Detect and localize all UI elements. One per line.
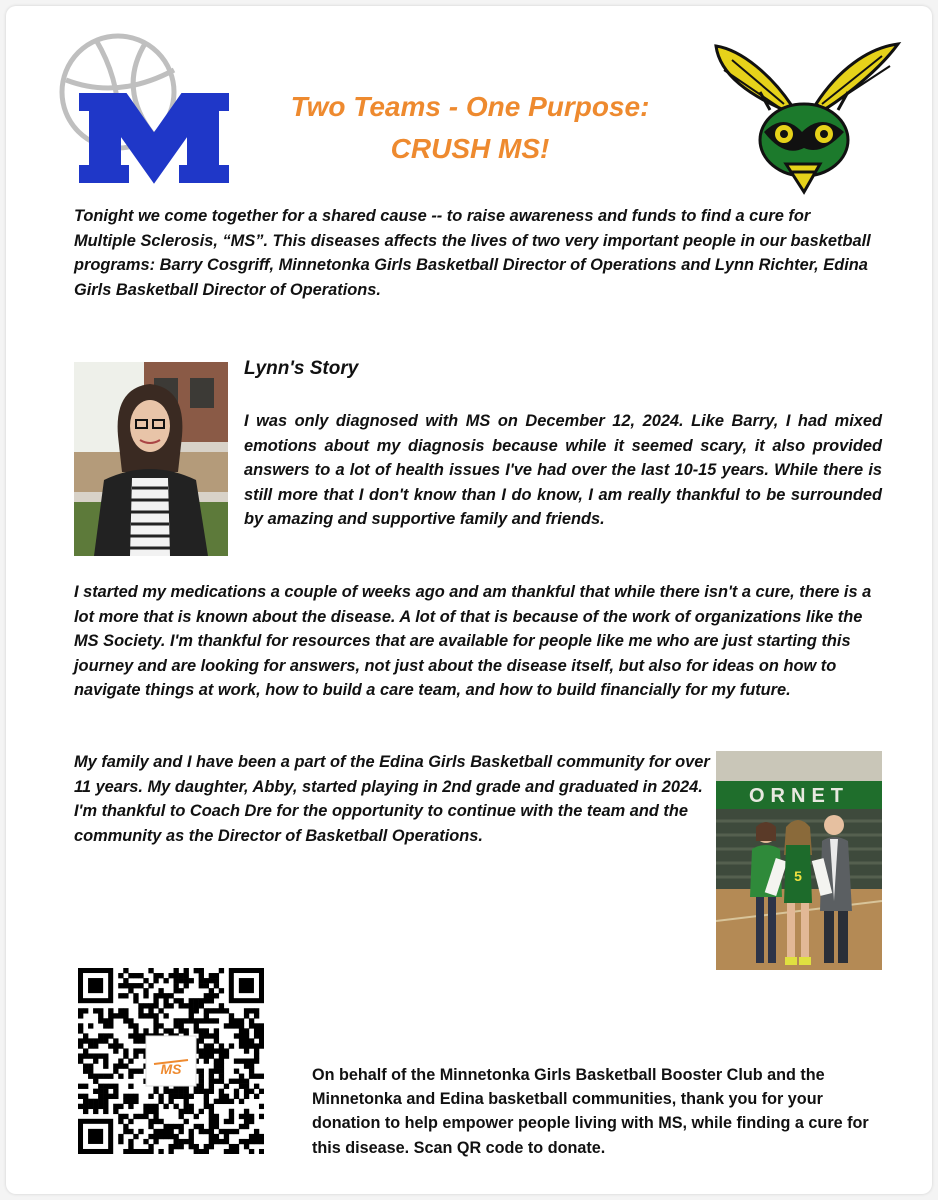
gym-banner-text: ORNET xyxy=(749,785,849,807)
story-paragraph-1: I was only diagnosed with MS on December 12, 2024. Like Barry, I had mixed emotions about my diagnosis because while it seemed scary, it also provided answers to a lot of health issues I've had over the last 10-15 years. While there is still more that I don't know than I do know, I am really thankful to be surrounded by amazing and supportive family and friends. xyxy=(244,412,882,529)
intro-paragraph: Tonight we come together for a shared cause -- to raise awareness and funds to find a cure for Multiple Sclerosis, “MS”. This diseases affects the lives of two very important people in our basketball programs: Barry Cosgriff, Minnetonka Girls Basketball Director of Operations and Lynn Richter, Edina Girls Basketball Director of Operations. xyxy=(74,207,871,299)
story-heading: Lynn's Story xyxy=(244,358,359,379)
qr-code-icon xyxy=(78,968,264,1154)
jersey-number: 5 xyxy=(794,868,802,884)
page-title xyxy=(190,86,750,170)
edina-hornet-mascot-logo-icon xyxy=(712,36,902,196)
closing-paragraph: On behalf of the Minnetonka Girls Basketball Booster Club and the Minnetonka and Edina basketball communities, thank you for your donation to help empower people living with MS, while finding a cure for this disease. Scan QR code to donate. xyxy=(312,1066,869,1157)
donate-qr-code[interactable] xyxy=(78,968,264,1154)
family-gym-photo xyxy=(716,751,882,970)
story-paragraph-3: My family and I have been a part of the Edina Girls Basketball community for over 11 years. My daughter, Abby, started playing in 2nd grade and graduated in 2024. I'm thankful to Coach Dre for the opportunity to continue with the team and the community as the Director of Basketball Operations. xyxy=(74,753,710,845)
title-line-1: Two Teams - One Purpose: xyxy=(290,91,650,122)
title-line-2: CRUSH MS! xyxy=(390,133,550,164)
story-paragraph-2: I started my medications a couple of weeks ago and am thankful that while there isn't a cure, there is a lot more that is known about the disease. A lot of that is because of the work of organizations like the MS Society. I'm thankful for resources that are available for people like me who are just starting this journey and are looking for answers, not just about the disease itself, but also for ideas on how to navigate things at work, how to build a care team, and how to build financially for my future. xyxy=(74,583,872,700)
qr-center-label: MS xyxy=(160,1061,182,1077)
edina-hornet-logo xyxy=(712,36,902,196)
lynn-portrait-photo xyxy=(74,362,228,556)
